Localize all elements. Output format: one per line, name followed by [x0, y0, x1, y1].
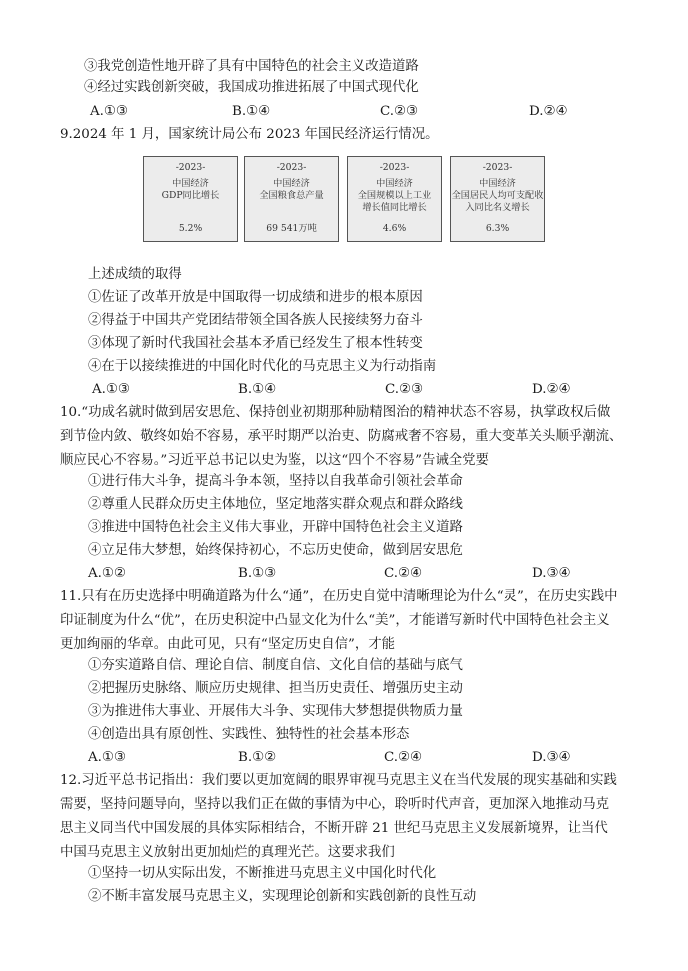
card-label: 中国经济 全国居民人均可支配收 入同比名义增长	[451, 178, 544, 213]
q11-statement-4: ④创造出具有原创性、实践性、独特性的社会基本形态	[88, 727, 410, 742]
q11-statement-3: ③为推进伟大事业、开展伟大斗争、实现伟大梦想提供物质力量	[88, 704, 463, 719]
q10-option-d: D.③④	[532, 566, 571, 581]
card-year: -2023-	[482, 162, 513, 173]
q8-statement-4: ④经过实践创新突破，我国成功推进拓展了中国式现代化	[84, 80, 419, 95]
q11-option-a: A.①③	[88, 750, 126, 765]
q9-option-c: C.②③	[385, 382, 424, 397]
q9-card-grain	[244, 156, 339, 242]
q11-statement-1: ①夯实道路自信、理论自信、制度自信、文化自信的基础与底气	[88, 658, 463, 673]
q12-stem-line-3: 思主义同当代中国发展的具体实际相结合，不断开辟 21 世纪马克思主义发展新境界，让当代	[60, 821, 608, 836]
q9-stat-cards	[143, 156, 543, 244]
q9-statement-4: ④在于以接续推进的中国化时代化的马克思主义为行动指南	[88, 359, 437, 374]
q8-option-a: A.①③	[90, 104, 128, 119]
q10-statement-1: ①进行伟大斗争，提高斗争本领，坚持以自我革命引领社会革命	[88, 474, 463, 489]
q8-options	[90, 103, 610, 121]
q12-stem-line-4: 中国马克思主义放射出更加灿烂的真理光芒。这要求我们	[60, 845, 395, 860]
card-value: 6.3%	[485, 223, 510, 234]
q9-statement-1: ①佐证了改革开放是中国取得一切成绩和进步的根本原因	[88, 290, 423, 305]
q10-stem-line-1: 10.“功成名就时做到居安思危、保持创业初期那种励精图治的精神状态不容易，执掌政权后做	[60, 405, 611, 420]
q11-option-c: C.②④	[384, 750, 423, 765]
q12-statement-1: ①坚持一切从实际出发，不断推进马克思主义中国化时代化	[88, 866, 437, 881]
q9-lead: 上述成绩的取得	[88, 267, 182, 282]
q8-option-d: D.②④	[529, 104, 568, 119]
q9-card-gdp	[143, 156, 238, 242]
q11-option-d: D.③④	[532, 750, 571, 765]
q11-stem-line-1: 11.只有在历史选择中明确道路为什么“通”，在历史自觉中清晰理论为什么“灵”，在历史实践中	[60, 589, 618, 604]
card-value: 69 541万吨	[266, 223, 317, 234]
q8-option-b: B.①④	[232, 104, 271, 119]
q11-stem-line-2: 印证制度为什么“优”，在历史积淀中凸显文化为什么“美”，才能谱写新时代中国特色社会主义	[60, 613, 610, 628]
q10-statement-4: ④立足伟大梦想，始终保持初心，不忘历史使命，做到居安思危	[88, 543, 463, 558]
q9-option-d: D.②④	[532, 382, 571, 397]
q10-statement-2: ②尊重人民群众历史主体地位，坚定地落实群众观点和群众路线	[88, 497, 463, 512]
q9-statement-2: ②得益于中国共产党团结带领全国各族人民接续努力奋斗	[88, 313, 423, 328]
q9-statement-3: ③体现了新时代我国社会基本矛盾已经发生了根本性转变	[88, 336, 423, 351]
q10-stem-line-2: 到节俭内敛、敬终如始不容易，承平时期严以治吏、防腐戒奢不容易，重大变革关头顺乎潮流、	[60, 429, 623, 444]
q10-statement-3: ③推进中国特色社会主义伟大事业，开辟中国特色社会主义道路	[88, 520, 463, 535]
card-value: 5.2%	[178, 223, 203, 234]
q10-stem-line-3: 顺应民心不容易。”习近平总书记以史为鉴，以这“四个不容易”告诫全党要	[60, 453, 489, 468]
q11-statement-2: ②把握历史脉络、顺应历史规律、担当历史责任、增强历史主动	[88, 681, 463, 696]
q9-option-a: A.①③	[92, 382, 130, 397]
card-year: -2023-	[379, 162, 410, 173]
q11-option-b: B.①②	[238, 750, 277, 765]
q12-stem-line-1: 12.习近平总书记指出：我们要以更加宽阔的眼界审视马克思主义在当代发展的现实基础和实践	[60, 773, 617, 788]
card-label: 中国经济 全国粮食总产量	[259, 178, 324, 201]
q9-stem: 9.2024 年 1 月，国家统计局公布 2023 年国民经济运行情况。	[60, 127, 439, 142]
q9-card-industry	[347, 156, 442, 242]
q10-option-b: B.①③	[238, 566, 277, 581]
q10-options	[88, 565, 608, 583]
card-value: 4.6%	[382, 223, 407, 234]
q12-statement-2: ②不断丰富发展马克思主义，实现理论创新和实践创新的良性互动	[88, 889, 477, 904]
q11-stem-line-3: 更加绚丽的华章。由此可见，只有“坚定历史自信”，才能	[60, 637, 396, 652]
q9-option-b: B.①④	[238, 382, 277, 397]
q11-options	[88, 749, 608, 767]
card-year: -2023-	[175, 162, 206, 173]
q8-statement-3: ③我党创造性地开辟了具有中国特色的社会主义改造道路	[84, 59, 419, 74]
q12-stem-line-2: 需要，坚持问题导向，坚持以我们正在做的事情为中心，聆听时代声音，更加深入地推动马克	[60, 797, 610, 812]
q9-card-income	[450, 156, 545, 242]
q10-option-a: A.①②	[88, 566, 126, 581]
q8-option-c: C.②③	[380, 104, 419, 119]
card-label: 中国经济 GDP同比增长	[161, 178, 220, 201]
card-year: -2023-	[276, 162, 307, 173]
q9-options	[92, 381, 612, 399]
q10-option-c: C.②④	[384, 566, 423, 581]
card-label: 中国经济 全国规模以上工业 增长值同比增长	[357, 178, 432, 213]
